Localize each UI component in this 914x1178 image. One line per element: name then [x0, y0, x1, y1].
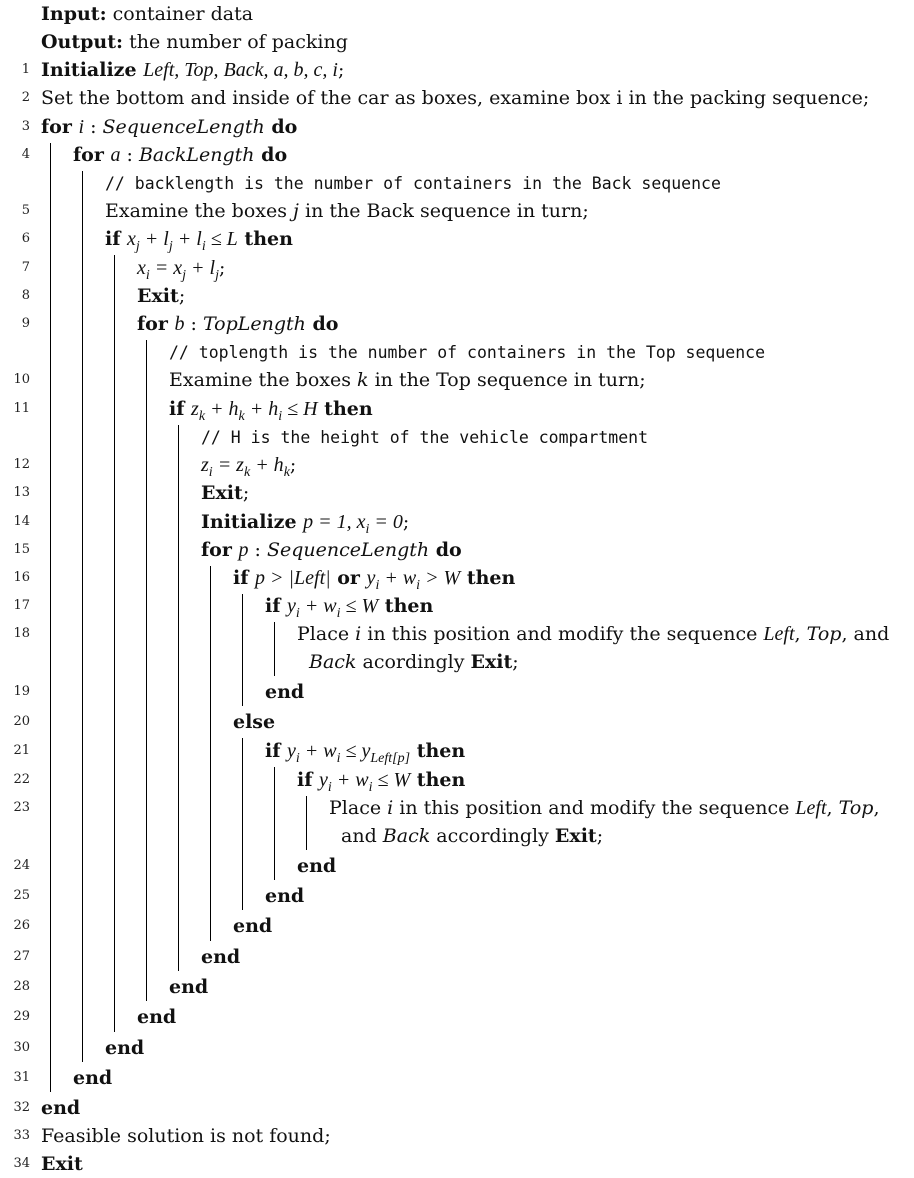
text-segment: BackLength: [138, 144, 255, 166]
keyword: end: [201, 946, 241, 968]
text-segment: and: [341, 825, 383, 847]
line-number: 9: [21, 316, 30, 331]
algorithm-line: [0, 366, 914, 394]
algorithm-line: [0, 943, 914, 971]
text-segment: ;: [512, 651, 519, 673]
line-number: 34: [13, 1156, 30, 1171]
algorithm-line: [0, 708, 914, 736]
text-segment: ;: [242, 482, 250, 504]
block-rule: [50, 143, 51, 1092]
line-number: 29: [13, 1009, 30, 1024]
keyword: end: [73, 1067, 113, 1089]
line-text: [329, 794, 880, 822]
line-text: [41, 1094, 80, 1122]
keyword: if: [297, 769, 320, 791]
line-text: [73, 141, 287, 169]
keyword: for: [201, 539, 239, 561]
text-segment: acordingly: [356, 651, 471, 673]
algorithm-line: [0, 254, 914, 282]
keyword: for: [73, 144, 111, 166]
text-segment: ;: [402, 511, 410, 533]
keyword: end: [265, 681, 305, 703]
text-segment: ;: [178, 285, 186, 307]
block-rule: [146, 340, 147, 1001]
algorithm-line: [0, 508, 914, 536]
line-text: [105, 169, 721, 198]
keyword: Exit: [470, 651, 513, 673]
algorithm-line: [0, 56, 914, 84]
algorithm-line: [0, 395, 914, 423]
text-segment: ,: [873, 797, 880, 819]
text-segment: Place: [329, 797, 388, 819]
algorithm-line: [0, 592, 914, 620]
line-number: 13: [13, 485, 30, 500]
keyword: Output:: [41, 31, 124, 53]
line-text: [41, 0, 253, 28]
text-segment: ,: [826, 797, 839, 819]
keyword: Input:: [41, 3, 107, 25]
line-number: 10: [13, 372, 30, 387]
line-number: 4: [21, 147, 30, 162]
text-segment: SequenceLength: [266, 539, 430, 561]
line-number: 21: [13, 743, 30, 758]
keyword: Exit: [201, 482, 243, 504]
line-text: [41, 1122, 331, 1150]
keyword: if: [169, 398, 192, 420]
algorithm-line: [0, 451, 914, 479]
line-text: [41, 84, 869, 112]
line-text: [41, 28, 348, 56]
block-rule: [210, 566, 211, 941]
line-text: [341, 822, 603, 850]
text-segment: i: [355, 623, 362, 645]
algorithm-line: [0, 794, 914, 822]
code-comment: // H is the height of the vehicle compartment: [201, 428, 649, 447]
line-number: 30: [13, 1040, 30, 1055]
algorithm-line: [0, 973, 914, 1001]
line-number: 5: [21, 203, 30, 218]
keyword: then: [317, 398, 373, 420]
line-number: 16: [13, 570, 30, 585]
math-expression: $z_k + h_k + h_i \le H$: [191, 398, 318, 424]
text-segment: :: [184, 313, 203, 335]
line-number: 19: [13, 684, 30, 699]
text-segment: in the Back sequence in turn;: [298, 200, 589, 222]
algorithm-line: [0, 338, 914, 366]
line-number: 26: [13, 918, 30, 933]
algorithm-line: [0, 84, 914, 112]
keyword: do: [429, 539, 462, 561]
algorithm-line: [0, 197, 914, 225]
text-segment: Set the bottom and inside of the car as boxes, examine box i in the packing sequence;: [41, 87, 870, 109]
algorithm-line: [0, 113, 914, 141]
text-segment: in this position and modify the sequence: [361, 623, 764, 645]
line-text: [41, 113, 297, 141]
line-text: [201, 479, 249, 507]
line-text: [169, 973, 208, 1001]
text-segment: Top: [838, 797, 874, 819]
text-segment: j: [293, 200, 299, 222]
line-number: 27: [13, 949, 30, 964]
line-number: 1: [21, 62, 30, 77]
line-text: [41, 56, 344, 84]
math-expression: $y_i + w_i > W$: [366, 567, 461, 593]
math-expression: p = 1, $x_i = 0$: [303, 511, 403, 537]
line-text: [137, 1003, 176, 1031]
line-text: [41, 1150, 83, 1178]
algorithm-line: [0, 1150, 914, 1178]
block-rule: [242, 594, 243, 706]
keyword: end: [265, 885, 305, 907]
text-segment: SequenceLength: [102, 116, 265, 138]
math-expression: $y_i + w_i \le W$: [287, 595, 379, 621]
algorithm-line: [0, 1003, 914, 1031]
text-segment: Top: [806, 623, 842, 645]
math-expression: Left: [763, 623, 795, 645]
line-text: [297, 620, 889, 648]
line-text: [201, 943, 240, 971]
block-rule: [178, 425, 179, 971]
math-expression: p > |Left|: [255, 567, 331, 589]
line-text: [169, 366, 646, 394]
text-segment: Feasible solution is not found;: [41, 1125, 331, 1147]
line-number: 32: [13, 1100, 30, 1115]
keyword: Exit: [554, 825, 597, 847]
keyword: if: [105, 228, 128, 250]
line-number: 12: [13, 457, 30, 472]
block-rule: [306, 796, 307, 850]
line-number: 3: [21, 119, 30, 134]
line-number: 23: [13, 800, 30, 815]
text-segment: Examine the boxes: [105, 200, 294, 222]
line-text: [309, 648, 519, 676]
keyword: else: [233, 711, 276, 733]
keyword: Initialize: [201, 511, 304, 533]
line-text: [265, 678, 304, 706]
text-segment: accordingly: [430, 825, 555, 847]
line-text: [137, 310, 338, 338]
math-expression: $x_i = x_j + l_j$: [137, 257, 219, 283]
text-segment: k: [357, 369, 369, 391]
text-segment: :: [120, 144, 139, 166]
line-text: [201, 536, 462, 564]
line-number: 18: [13, 626, 30, 641]
line-number: 17: [13, 598, 30, 613]
keyword: end: [105, 1037, 145, 1059]
math-expression: a: [110, 144, 121, 166]
text-segment: ,: [794, 623, 807, 645]
text-segment: ;: [337, 59, 345, 81]
line-text: [201, 423, 648, 452]
algorithm-line: [0, 225, 914, 253]
line-number: 7: [21, 260, 30, 275]
line-number: 25: [13, 888, 30, 903]
text-segment: :: [248, 539, 267, 561]
line-number: 8: [21, 288, 30, 303]
math-expression: Left, Top, Back, a, b, c, i: [143, 59, 338, 81]
algorithm-line: [0, 564, 914, 592]
math-expression: Left: [795, 797, 827, 819]
text-segment: , and: [841, 623, 890, 645]
line-number: 14: [13, 514, 30, 529]
line-number: 11: [13, 401, 30, 416]
line-number: 22: [13, 772, 30, 787]
algorithm-line: [0, 423, 914, 451]
keyword: then: [410, 740, 466, 762]
math-expression: $x_j + l_j + l_i \le L$: [127, 228, 238, 254]
text-segment: TopLength: [202, 313, 306, 335]
keyword: then: [460, 567, 516, 589]
text-segment: Place: [297, 623, 356, 645]
text-segment: ;: [289, 454, 297, 476]
algorithm-line: [0, 0, 914, 28]
keyword: for: [41, 116, 79, 138]
line-text: [137, 282, 185, 310]
algorithm-line: [0, 282, 914, 310]
algorithm-line: [0, 678, 914, 706]
keyword: if: [265, 740, 288, 762]
keyword: do: [264, 116, 298, 138]
algorithm-line: [0, 1094, 914, 1122]
keyword: then: [378, 595, 434, 617]
keyword: then: [410, 769, 466, 791]
text-segment: Examine the boxes: [169, 369, 358, 391]
algorithm-line: [0, 141, 914, 169]
keyword: end: [41, 1097, 81, 1119]
line-number: 33: [13, 1128, 30, 1143]
text-segment: in the Top sequence in turn;: [368, 369, 646, 391]
keyword: do: [254, 144, 288, 166]
keyword: then: [237, 228, 293, 250]
line-text: [265, 882, 304, 910]
line-number: 24: [13, 858, 30, 873]
text-segment: the number of packing: [123, 31, 348, 53]
line-text: [105, 1034, 144, 1062]
text-segment: container data: [106, 3, 254, 25]
keyword: or: [330, 567, 367, 589]
text-segment: Back: [309, 651, 357, 673]
math-expression: i: [78, 116, 85, 138]
line-number: 31: [13, 1070, 30, 1085]
algorithm-line: [0, 1064, 914, 1092]
text-segment: i: [387, 797, 394, 819]
math-expression: $z_i = z_k + h_k$: [201, 454, 290, 480]
keyword: end: [233, 915, 273, 937]
line-text: [169, 338, 765, 367]
line-text: [297, 852, 336, 880]
keyword: Exit: [137, 285, 179, 307]
math-expression: b: [174, 313, 185, 335]
keyword: if: [265, 595, 288, 617]
line-number: 2: [21, 90, 30, 105]
algorithm-line: [0, 28, 914, 56]
algorithm-line: [0, 536, 914, 564]
algorithm-line: [0, 1122, 914, 1150]
line-number: 20: [13, 714, 30, 729]
algorithm-line: [0, 822, 914, 850]
keyword: end: [169, 976, 209, 998]
algorithm-line: [0, 310, 914, 338]
line-text: [233, 708, 275, 736]
block-rule: [274, 622, 275, 676]
block-rule: [242, 738, 243, 910]
block-rule: [114, 255, 115, 1032]
line-text: [73, 1064, 112, 1092]
algorithm-line: [0, 1034, 914, 1062]
code-comment: // toplength is the number of containers in the Top sequence: [169, 343, 766, 362]
line-number: 28: [13, 979, 30, 994]
line-text: [233, 912, 272, 940]
line-number: 15: [13, 542, 30, 557]
algorithm-line: [0, 479, 914, 507]
algorithm-line: [0, 852, 914, 880]
text-segment: ;: [219, 257, 226, 279]
text-segment: Back: [382, 825, 431, 847]
block-rule: [274, 767, 275, 880]
text-segment: in this position and modify the sequence: [393, 797, 796, 819]
algorithm-line: [0, 737, 914, 765]
keyword: if: [233, 567, 256, 589]
keyword: end: [297, 855, 337, 877]
algorithm-line: [0, 882, 914, 910]
text-segment: ;: [596, 825, 604, 847]
keyword: do: [305, 313, 339, 335]
algorithm-line: [0, 912, 914, 940]
block-rule: [82, 171, 83, 1062]
math-expression: $y_i + w_i \le W$: [319, 769, 411, 795]
algorithm-line: [0, 766, 914, 794]
text-segment: :: [84, 116, 103, 138]
math-expression: p: [238, 539, 249, 561]
algorithm-line: [0, 620, 914, 648]
line-text: [105, 197, 589, 225]
code-comment: // backlength is the number of containers in the Back sequence: [105, 174, 721, 193]
algorithm-line: [0, 169, 914, 197]
keyword: end: [137, 1006, 177, 1028]
algorithm-line: [0, 648, 914, 676]
math-expression: $y_i + w_i \le y_{Left[p]}$: [287, 740, 411, 766]
keyword: Exit: [41, 1153, 83, 1175]
keyword: Initialize: [41, 59, 144, 81]
keyword: for: [137, 313, 175, 335]
line-number: 6: [21, 231, 30, 246]
